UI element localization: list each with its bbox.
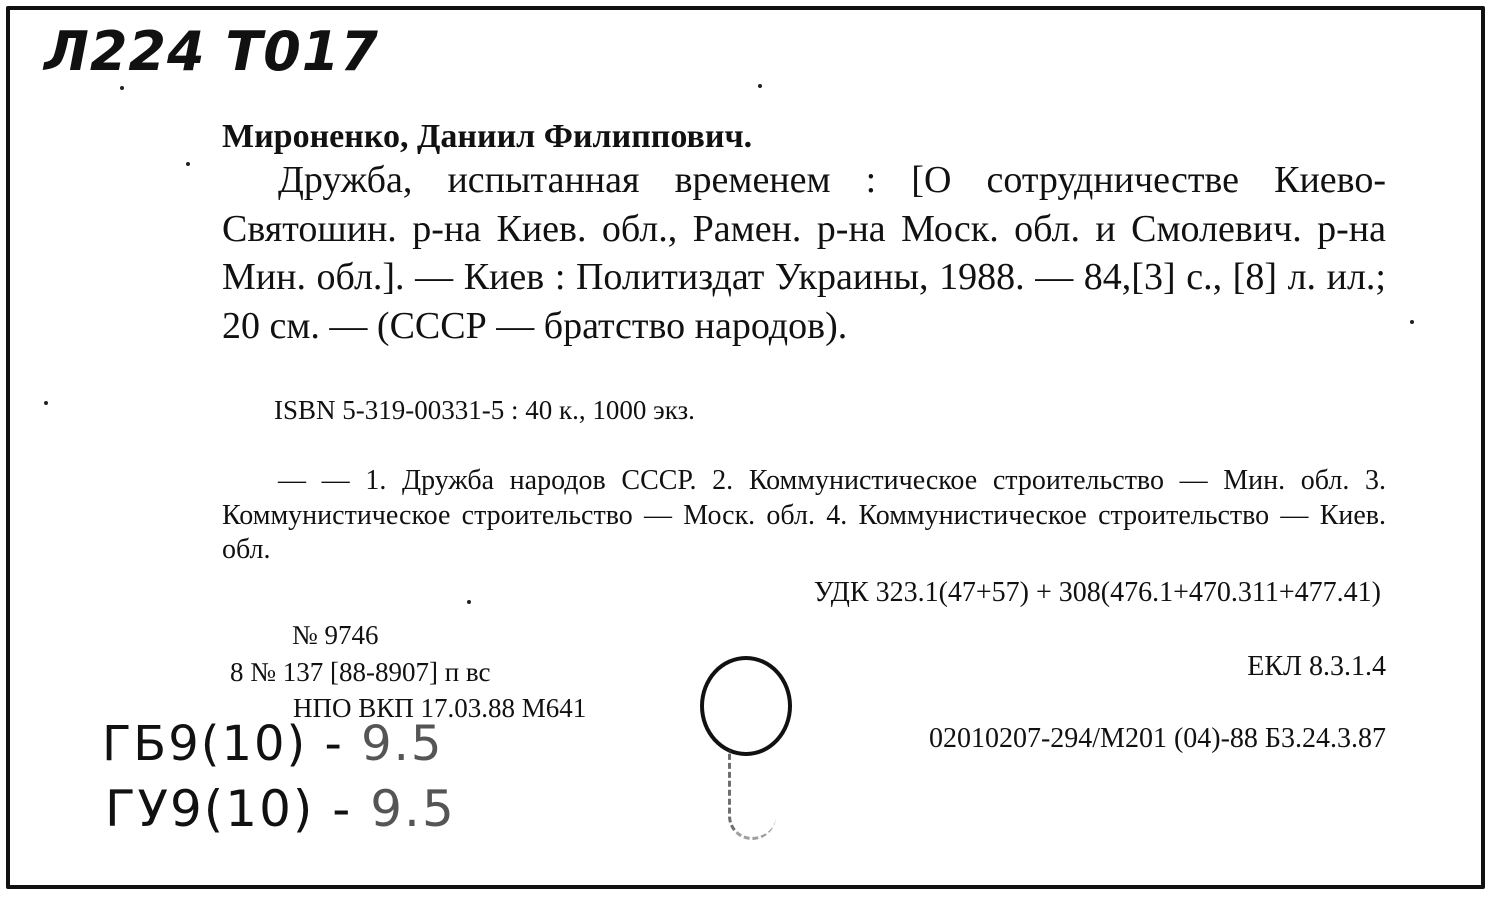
catalog-card [6, 6, 1485, 889]
udc-classification: УДК 323.1(47+57) + 308(476.1+470.311+477.41) [813, 577, 1381, 608]
speck [1410, 320, 1414, 324]
card-number: № 9746 [292, 620, 379, 650]
speck [120, 86, 124, 90]
shelf-mark: Л224 Т017 [44, 20, 379, 83]
speck [44, 401, 48, 405]
speck [186, 162, 190, 166]
registration-number: 8 № 137 [88-8907] п вс [230, 657, 491, 687]
author-heading: Мироненко, Даниил Филиппович. [222, 118, 753, 155]
bibliographic-description: Дружба, испытанная временем : [О сотрудничестве Киево-Святошин. р-на Киев. обл., Рамен. р-на Моск. обл. и Смолевич. р-на Мин. обл.]. — Киев : Политиздат Украины, 1988. — 84,[3] с., [8] л. ил.; 20 см. — (СССР — братство народов). [222, 159, 1386, 347]
handwritten-call-number-2 [105, 780, 456, 838]
isbn-line: ISBN 5-319-00331-5 : 40 к., 1000 экз. [274, 395, 695, 425]
handwritten-call-number-1-faded: 9.5 [361, 716, 444, 772]
subject-headings: — — 1. Дружба народов СССР. 2. Коммунистическое строительство — Мин. обл. 3. Коммунистическое строительство — Моск. обл. 4. Коммунистическое строительство — Киев. обл. [222, 465, 1386, 565]
handwritten-call-number-2-faded: 9.5 [370, 780, 456, 838]
handwritten-call-number-2-main: ГУ9(10) - [105, 780, 371, 838]
punch-hole [700, 656, 792, 756]
handwritten-call-number-1-main: ГБ9(10) - [102, 716, 362, 772]
ekl-code: ЕКЛ 8.3.1.4 [1247, 651, 1386, 682]
speck [467, 600, 471, 604]
punch-hole-shadow [728, 750, 776, 840]
handwritten-call-number-1 [102, 716, 443, 772]
bbk-code: 02010207-294/М201 (04)-88 Б3.24.3.87 [928, 723, 1386, 754]
npo-line: НПО ВКП 17.03.88 М641 [293, 693, 587, 723]
speck [758, 84, 762, 88]
